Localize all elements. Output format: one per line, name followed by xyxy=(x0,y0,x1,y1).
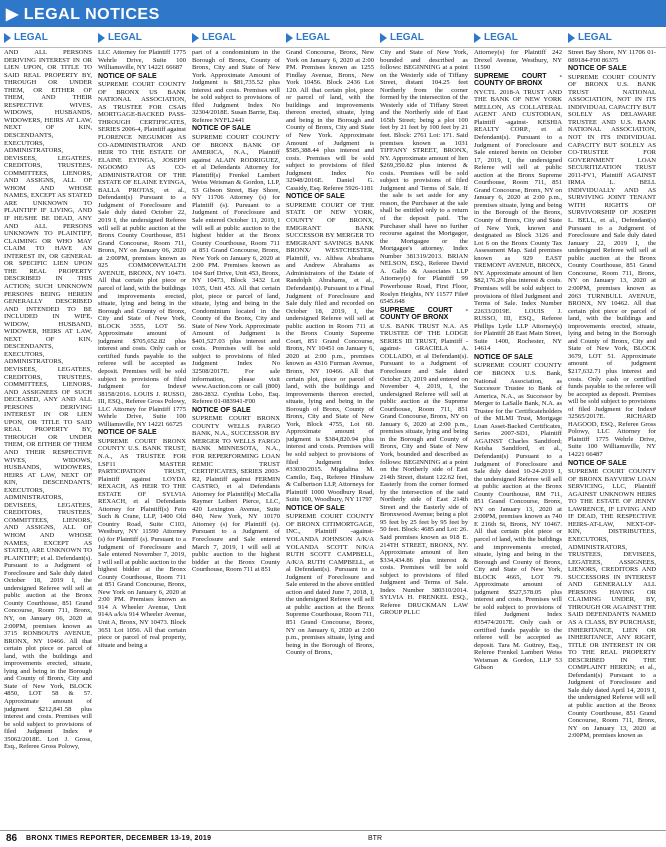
legal-label-2: LEGAL xyxy=(98,30,190,45)
notice-heading: NOTICE OF SALE xyxy=(286,193,345,201)
notice-text: SUPREME COURT COUNTY OF BRONX US BANK NATIONAL ASSOCIATION, AS TRUSTEE FOR CSAB MORTGAGE-BACKED PASS-THROUGH CERTIFICATES, SERIES 2006-4, Plaintiff against FLORENCE NEGUMOH AS CO-ADMINISTRATOR AND HEIR TO THE ESTATE OF ELAINE EYINGA, JOSEPH NGOOMO AS CO-ADMINISTRATOR OF THE ESTATE OF ELAINE EYINGA, BALLA PROTAS, et al., Defendant(s) Pursuant to a Judgment of Foreclosure and Sale duly dated October 22, 2019 I, the undersigned Referee will sell at public auction at the Bronx County Courthouse, 851 Grand Concourse, Room 711, Bronx, NY on January 06, 2020 at 2:00PM, premises known as 925 COMMONWEALTH AVENUE, BRONX, NY 10473. All that certain plot piece or parcel of land, with the buildings and improvements erected, situate, lying and being in the Borough and County of Bronx, City and State of New York, BLOCK 3555, LOT 56. Approximate amount of judgment $705,652.82 plus interest and costs. Only cash or certified funds payable to the referee will be accepted as deposit. Premises will be sold subject to provisions of filed Judgment for Index# 38158/2016. LOUIS J. RUSSO, III, ESQ., Referee Gross Polowy, LLC Attorney for Plaintiff 1775 Wehrle Drive, Suite 100 Williamsville, NY 14221 66725 xyxy=(98,81,186,428)
notice-column-6 xyxy=(474,49,562,829)
notice-text: SUPREME COURT COUNTY OF BRONX U.S. BANK TRUST NATIONAL ASSOCIATION, NOT IN ITS INDIVIDUAL CAPACITY BUT SOLELY AS DELAWARE TRUSTEE AND U.S. BANK NATIONAL ASSOCIATION, NOT IN ITS INDIVIDUAL CAPACITY BUT SOLELY AS CO-TRUSTEE FOR GOVERNMENT LOAN SECURITIZATION TRUST 2011-FV1, Plaintiff AGAINST IRMA L. BELL INDIVIDUALLY AND AS SURVIVING JOINT TENANT WITH RIGHTS OF SURVIVORSHIP OF JOSEPH L. BELL, et al., Defendant(s) Pursuant to a Judgment of Foreclosure and Sale duly dated January 22, 2019 I, the undersigned Referee will sell at public auction at the Bronx County Courthouse, 851 Grand Concourse, Room 711, Bronx, NY on January 13, 2020 at 2:00PM, premises known as 2063 TURNBULL AVENUE, BRONX, NY 10462. All that certain plot piece or parcel of land, with the buildings and improvements erected, situate, lying and being in the Borough and County of Bronx, City and State of New York, BLOCK 3679, LOT 51. Approximate amount of judgment $217,632.71 plus interest and costs. Only cash or certified funds payable to the referee will be accepted as deposit. Premises will be sold subject to provisions of filed Judgment for Index# 32565/2017E. RICHARD HAGOOD, ESQ., Referee Gross Polowy, LLC Attorney for Plaintiff 1775 Wehrle Drive, Suite 100 Williamsville, NY 14221 66487 xyxy=(568,73,656,458)
legal-label-7: LEGAL xyxy=(568,30,660,45)
publication-code: BTR xyxy=(368,835,382,842)
notice-columns xyxy=(4,49,664,829)
arrow-icon xyxy=(286,33,293,43)
notice-heading: NOTICE OF SALE xyxy=(286,504,345,512)
notice-heading: NOTICE OF SALE xyxy=(192,125,251,133)
notice-text: SUPREME COURT COUNTY OF BRONX BANK OF AMERICA, N.A., Plaintiff against ALAIN RODRIGUEZ, et al Defendants Attorney for Plaintiff(s) Frenkel Lambert Weiss Weisman & Gordon, LLP, 53 Gibson Street, Bay Shore, NY 11706 Attorney (s) for Plaintiff (s). Pursuant to a Judgment of Foreclosure and Sale entered October 11, 2019, I will sell at public auction to the highest bidder at the Bronx County Courthouse, Room 711 at 851 Grand Concourse, Bronx, New York on January 6, 2020 at 2:00 PM. Premises known as 104 Surf Drive, Unit 453, Bronx, NY 10473, Block 3432 Lot 1035, Unit 453. All that certain plot, piece or parcel of land, situate, lying and being in the Condominium located in the County of the Bronx, City and State of New York. Approximate Amount of Judgment is $401,527.03 plus interest and costs. Premises will be sold subject to provisions of filed Judgment Index No 32508/2017E. For sale information, please visit www.Auction.com or call (800) 280-2832. Cynthia Lobo, Esq. Referee 01-083941-F00 xyxy=(192,134,280,406)
legal-label-6: LEGAL xyxy=(474,30,566,45)
notice-column-3 xyxy=(192,49,280,829)
arrow-icon xyxy=(192,33,199,43)
legal-label-4: LEGAL xyxy=(286,30,378,45)
notice-text: City and State of New York, bounded and described as follows: BEGINNING at a point on the Westerly side of Tiffany Street, distant 104.25 feet Northerly from the corner formed by the intersection of the Westerly side of Tiffany Street and the Northerly side of East 165th Street; being a plot 100 feet by 21 feet by 100 feet by 21 feet. Block: 2761 Lot: 171. Said premises known as 1031 TIFFANY STREET, BRONX, NY. Approximate amount of lien $269,350.82 plus interest & costs. Premises will be sold subject to provisions of filed Judgment and Terms of Sale. If the sale is set aside for any reason, the Purchaser at the sale shall be entitled only to a return of the deposit paid. The Purchaser shall have no further recourse against the Mortgagor, the Mortgagee or the Mortgagee's attorney. Index Number 381319/2013. BRIAN NELSON, ESQ., Referee David A. Gallo & Associates LLP Attorney(s) for Plaintiff 99 Powerhouse Road, First Floor, Roslyn Heights, NY 11577 File# 6545.648 xyxy=(380,49,468,306)
notice-heading: NOTICE OF SALE xyxy=(568,459,627,467)
section-title: ▶ LEGAL NOTICES xyxy=(6,6,160,23)
notice-heading: SUPREME COURT - COUNTY OF BRONX xyxy=(474,72,562,88)
notice-heading: NOTICE OF SALE xyxy=(192,406,251,414)
notice-text: SUPREME COURT OF THE STATE OF NEW YORK, COUNTY OF BRONX, EMIGRANT BANK SUCCESSOR BY MERGER TO EMIGRANT SAVINGS BANK BRONX/ WESTCHESTER, Plaintiff, vs. Althea Abrahams and Andrew Abrahams as Administrators of the Estate of Randolph Abrahams, et al., Defendant(s). Pursuant to a Final Judgment of Foreclosure and Sale duly filed and recorded on October 18, 2019, I, the undersigned Referee will sell at public auction in Room 711 at the Bronx County Supreme Court, 851 Grand Concourse, Bronx, NY 10451 on January 6, 2020 at 2:00 p.m., premises known as 4316 Furman Avenue, Bronx, NY 10466. All that certain plot, piece or parcel of land, with the buildings and improvements thereon erected, situate, lying and being in the Borough of Bronx, County of Bronx, City and State of New York, Block 4755, Lot 60. Approximate amount of judgment is $384,820.94 plus interest and costs. Premises will be sold subject to provisions of filed Judgment Index #33030/2015. Migdalina M. Camilo, Esq., Referee Hinshaw & Culbertson LLP, Attorneys for Plaintiff 1000 Woodbury Road, Suite 100, Woodbury, NY 11797 xyxy=(286,201,374,504)
notice-text: Street Bay Shore, NY 11706 01-089184-F00 86375 xyxy=(568,49,656,64)
notice-text: SUPREME COURT BRONX COUNTY WELLS FARGO BANK, N.A., SUCCESSOR BY MERGER TO WELLS FARGO BANK MINNESOTA, N.A., FOR REPERFORMING LOAN REMIC TRUST CERTIFICATES, SERIES 2003-R2, Plaintiff against FERMIN CASTRO, et al Defendants Attorney for Plaintiff(s) McCalla Raymer Leibert Pierce, LLC, 420 Lexington Avenue, Suite 840, New York, NY 10170 Attorney (s) for Plaintiff (s). Pursuant to a Judgment of Foreclosure and Sale entered March 7, 2019, I will sell at public auction to the highest bidder at the Bronx County Courthouse, Room 711 at 851 xyxy=(192,415,280,574)
notice-text: SUPREME COURT COUNTY OF BRONX U.S. Bank, National Association, as Successor Trustee to Bank of America, N.A., as Successor by Merger to LaSalle Bank, N.A. as Trustee for the Certificateholders of the MLMI Trust, Mortgage Loan Asset-Backed Certificates, Series 2007-SD1, Plaintiff AGAINST Charles Sandiford; Keisha Sandiford, et al., Defendant(s) Pursuant to a Judgment of Foreclosure and Sale duly dated 10-24-2019 I, the undersigned Referee will sell at public auction at the Bronx County Courthouse, RM 711, 851 Grand Concourse, Bronx, NY on January 13, 2020 at 2:00PM, premises known as 740 E 216th St, Bronx, NY 10467. All that certain plot piece or parcel of land, with the buildings and improvements erected, situate, lying and being in the Borough and County of Bronx, City and State of New York, BLOCK 4665, LOT 79. Approximate amount of judgment $527,578.05 plus interest and costs. Premises will be sold subject to provisions of filed Judgment Index #35474/2017E. Only cash or certified funds payable to the referee will be accepted as deposit. Tara M. Guttrey, Esq., Referee Frenkel Lambert Weiss Weisman & Gordon, LLP 53 Gibson xyxy=(474,362,562,672)
notice-text: SUPREME COURT COUNTY OF BRONX CITIMORTGAGE, INC., Plaintiff -against- YOLANDA JOHNSON A/K/A YOLANDA SCOTT N/K/A RUTH SCOTT CAMPBELL, A/K/A RUTH CAMPBELL, et al Defendant(s). Pursuant to a Judgment of Foreclosure and Sale entered in the above entitled action and dated June 7, 2018, I, the undersigned Referee will sell at public auction at the Bronx Supreme Courthouse, Room 711, 851 Grand Concourse, Bronx, NY on January 6, 2020 at 2:00 p.m., premises situate, lying and being in the Borough of Bronx, County of Bronx, xyxy=(286,513,374,657)
notice-column-2 xyxy=(98,49,186,829)
notice-text: U.S. BANK TRUST N.A. AS TRUSTEE OF THE LODGE SERIES III TRUST, Plaintiff -against- GRACIELA A. COLLADO, et al Defendant(s). Pursuant to a Judgment of Foreclosure and Sale dated October 23, 2019 and entered on November 4, 2019, I, the undersigned Referee will sell at public auction at the Supreme Courthouse, Room 711, 851 Grand Concourse, Bronx, NY on January 6, 2020 at 2:00 p.m., premises situate, lying and being in the Borough and County of Bronx, City and State of New York, bounded and described as follows: BEGINNING at a point on the Northerly side of East 214th Street, distant 122.62 feet, Easterly from the corner formed by the intersection of the said Northerly side of East 214th Street and the Easterly side of Bronxwood Avenue; being a plot 95 feet by 25 feet by 95 feet by 50 feet. Block: 4685 and Lot: 26. Said premises known as 918 E. 214TH STREET, BRONX, NY. Approximate amount of lien $334,434.86 plus interest & costs. Premises will be sold subject to provisions of filed Judgment and Terms of Sale. Index Number 380310/2014. SYLVIA H. FRENKEL ESQ., Referee DRUCKMAN LAW GROUP PLLC xyxy=(380,322,468,617)
legal-label-5: LEGAL xyxy=(380,30,472,45)
notice-text: Attorney(s) for Plaintiff 242 Drexel Avenue, Westbury, NY 11590 xyxy=(474,49,562,72)
arrow-icon xyxy=(98,33,105,43)
legal-label-1: LEGAL xyxy=(4,30,96,45)
notice-text: AND ALL PERSONS DERIVING INTEREST IN OR LIEN UPON, OR TITLE TO SAID REAL PROPERTY BY, THROUGH OR UNDER THEM, OR EITHER OF THEM, AND THEIR RESPECTIVE WIVES, WIDOWS, HUSBANDS, WIDOWERS, HEIRS AT LAW, NEXT OF KIN, DESCENDANTS, EXECUTORS, ADMINISTRATORS, DEVISEES, LEGATEES, CREDITORS, TRUSTEES, COMMITTEES, LIENORS, AND ASSIGNS, ALL OF WHOM AND WHOSE NAMES, EXCEPT AS STATED ARE UNKNOWN TO PLAINTIFF IF LIVING, AND IF HE/SHE BE DEAD, ANY AND ALL PERSONS UNKNOWN TO PLAINTIFF, CLAIMING OR WHO MAY CLAIM TO HAVE AN INTEREST IN, OR GENERAL OR SPECIFIC LIEN UPON THE REAL PROPERTY DESCRIBED IN THIS ACTION; SUCH UNKNOWN PERSONS BEING HEREIN GENERALLY DESCRIBED AND INTENDED TO BE INCLUDED IN WIFE, WIDOW, HUSBAND, WIDOWER, HEIRS AT LAW, NEXT OF KIN, DESCENDANTS, EXECUTORS, ADMINISTRATORS, DEVISEES, LEGATEES, CREDITORS, TRUSTEES, COMMITTEES, LIENORS, AND ASSIGNEES OF SUCH DECEASED, ANY AND ALL PERSONS DERIVING INTEREST IN OR LIEN UPON, OR TITLE TO SAID REAL PROPERTY BY, THROUGH OR UNDER THEM, OR EITHER OF THEM AND THEIR RESPECTIVE WIVES, WIDOWS, HUSBANDS, WIDOWERS, HEIRS AT LAW, NEXT OF KIN, DESCENDANTS, EXECUTORS, ADMINISTRATORS, DEVISEES, LEGATEES, CREDITORS, TRUSTEES, COMMITTEES, LIENORS, AND ASSIGNS, ALL OF WHOM AND WHOSE NAMES, EXCEPT AS STATED, ARE UNKNOWN TO PLAINTIFF; et al. Defendant(s). Pursuant to a Judgment of Foreclosure and Sale duly dated October 18, 2019 I, the undersigned Referee will sell at public auction at the Bronx County Courthouse, 851 Grand Concourse, Room 711, Bronx, NY, on January 06, 2020 at 2:00PM, premises known as 3715 RONBOUTS AVENUE, BRONX, NY 10466. All that certain plot piece or parcel of land, with the buildings and improvements erected, situate, lying and being in the Borough and County of Bronx, City and State of New York, BLOCK 4850, LOT 58 & 57. Approximate amount of judgment $212,841.58 plus interest and costs. Premises will be sold subject to provisions of filed Judgment Index # 35062/2018E. Lori J. Gross, Esq., Referee Gross Polowy, xyxy=(4,49,92,751)
publication-line: BRONX TIMES REPORTER, DECEMBER 13-19, 2019 xyxy=(26,835,212,842)
notice-text: SUPREME COURT COUNTY OF BRONX BAYVIEW LOAN SERVICING, LLC, Plaintiff AGAINST UNKNOWN HEIRS TO THE ESTATE OF JENNY LAWRENCE, IF LIVING AND IF DEAD, THE RESPECTIVE HEIRS-AT-LAW, NEXT-OF-KIN, DISTRIBUTEES, EXECUTORS, ADMINISTRATORS, TRUSTEES, DEVISEES, LEGATEES, ASSIGNEES, LIENORS, CREDITORS AND SUCCESSORS IN INTEREST AND GENERALLY ALL PERSONS HAVING OR CLAIMING UNDER, BY, THROUGH OR AGAINST THE SAID DEFENDANTS NAMED AS A CLASS, BY PURCHASE, INHERITANCE, LIEN OR INHERITANCE, ANY RIGHT, TITLE OR INTEREST IN OR TO THE REAL PROPERTY DESCRIBED IN THE COMPLAINT HEREIN; et al., Defendant(s) Pursuant to a Judgment of Foreclosure and Sale duly dated April 14, 2019 I, the undersigned Referee will sell at public auction at the Bronx County Courthouse, 851 Grand Concourse, Room 711, Bronx, NY on January 13, 2020 at 2:00PM, premises known as xyxy=(568,468,656,740)
notice-heading: NOTICE OF SALE xyxy=(568,65,627,73)
notice-text: Grand Concourse, Bronx, New York on January 6, 2020 at 2:00 PM. Premises known as 1255 Findlay Avenue, Bronx, New York 10456. Block 2436 Lot 120. All that certain plot, piece or parcel of land, with the buildings and improvements thereon erected, situate, lying and being in the Borough and County of Bronx, City and State of New York. Approximate Amount of Judgment is $585,388.44 plus interest and costs. Premises will be sold subject to provisions of filed Judgment Index No 32948/2016E. Daniel G. Cassidy, Esq. Referee 5926-1181 xyxy=(286,49,374,192)
notice-text: SUPREME COURT BRONX COUNTY U.S. BANK TRUST, N.A., AS TRUSTEE FOR LSF11 MASTER PARTICIPATION TRUST, Plaintiff against LOYDA REXACH, AS HEIR TO THE ESTATE OF SYLVIA REXACH, et al Defendants Attorney for Plaintiff(s) Fein Such & Crane, LLP, 1400 Old Country Road, Suite C103, Westbury, NY 11590 Attorney (s) for Plaintiff (s). Pursuant to a Judgment of Foreclosure and Sale entered November 7, 2019, I will sell at public auction to the highest bidder at the Bronx County Courthouse, Room 711 at 851 Grand Concourse, Bronx, New York on January 6, 2020 at 2:00 PM. Premises known as 914 A Wheeler Avenue, Unit 914A a/k/a 914 Wheeler Avenue, Unit A, Bronx, NY 10473. Block 3651 Lot 1056. All that certain piece or parcel of real property, situate and being a xyxy=(98,437,186,649)
page-number: 86 xyxy=(6,833,18,844)
notice-column-4 xyxy=(286,49,374,829)
notice-heading: NOTICE OF SALE xyxy=(98,72,157,80)
notice-text: NYCTL 2018-A TRUST AND THE BANK OF NEW YORK MELLON, AS COLLATERAL AGENT AND CUSTODIAN, Plaintiff -against- KESHIA REALTY CORP., et al Defendant(s). Pursuant to a Judgment of Foreclosure and Sale entered herein on October 17, 2019, I, the undersigned Referee will sell at public auction at the Bronx Supreme Courthouse, Room 711, 851 Grand Concourse, Bronx, NY on January 6, 2020 at 2:00 p.m., premises situate, lying and being in the Borough of the Bronx, County of Bronx, City and State of New York, known and designated as Block 3126 and Lot 6 on the Bronx County Tax Assessment Map. Said premises known as 929 EAST TREMONT AVENUE, BRONX, NY. Approximate amount of lien $82,176.26 plus interest & costs. Premises will be sold subject to provisions of filed Judgment and Terms of Sale. Index Number 22633/2019E. LOUIS J. RUSSO, III, ESQ., Referee Phillips Lytle LLP Attorney(s) for Plaintiff 28 East Main Street, Suite 1400, Rochester, NY 14614 xyxy=(474,88,562,353)
legal-tabs-row xyxy=(0,27,666,48)
notice-text: LLC Attorney for Plaintiff 1775 Wehrle Drive, Suite 100 Williamsville, NY 14221 66687 xyxy=(98,49,186,72)
arrow-icon xyxy=(4,33,11,43)
notice-heading: NOTICE OF SALE xyxy=(98,429,157,437)
legal-label-3: LEGAL xyxy=(192,30,284,45)
page-footer xyxy=(0,830,666,847)
notice-text: part of a condominium in the Borough of Bronx, County of Bronx, City and State of New York. Approximate Amount of Judgment is $81,735.52 plus interest and costs. Premises will be sold subject to provisions of filed Judgment Index No 32304/2018E. Susan Barrie, Esq. Referee NYFL2441 xyxy=(192,49,280,124)
notice-column-1 xyxy=(4,49,92,829)
arrow-icon xyxy=(568,33,575,43)
notice-heading: SUPREME COURT - COUNTY OF BRONX xyxy=(380,306,468,322)
arrow-icon xyxy=(474,33,481,43)
section-banner xyxy=(0,0,666,27)
notice-column-5 xyxy=(380,49,468,829)
notice-heading: NOTICE OF SALE xyxy=(474,353,533,361)
arrow-icon xyxy=(380,33,387,43)
notice-column-7 xyxy=(568,49,656,829)
